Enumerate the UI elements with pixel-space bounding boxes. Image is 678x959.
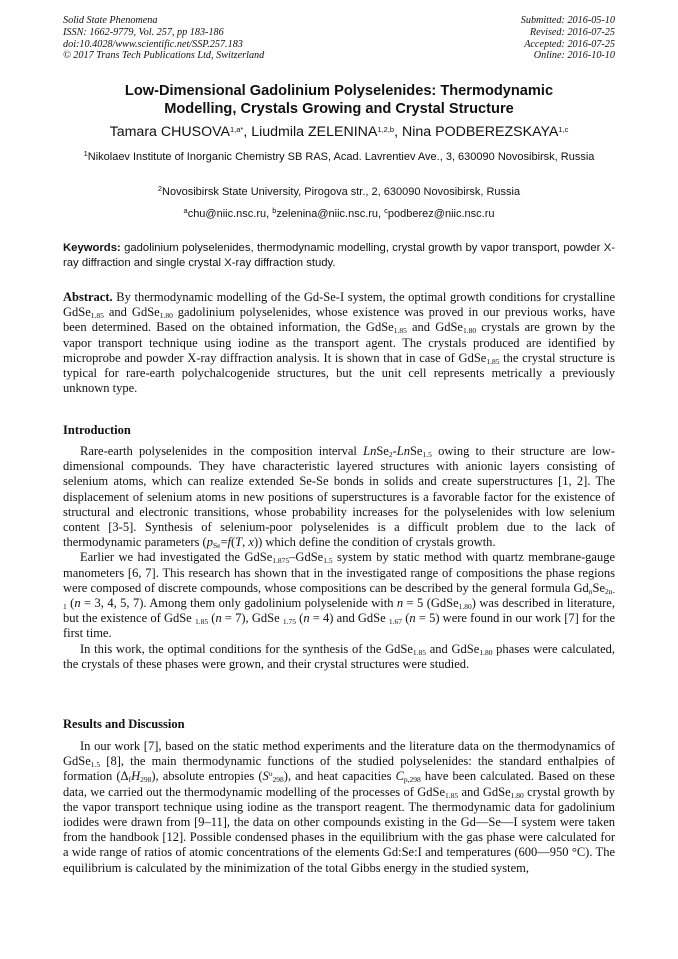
text: phases were calculated, the crystals of these phases were grown, and their crystal structures were studied.: [63, 641, 615, 671]
abstract-text: and GdSe: [406, 320, 463, 335]
text: = 5 (GdSe: [403, 596, 459, 611]
italic-text: n: [303, 611, 310, 626]
subscript: 1.67: [388, 617, 402, 627]
superscript: o: [268, 769, 273, 779]
text: = 7), GdSe: [221, 611, 283, 626]
text: system by static method with quartz membrane-gauge manometers [6, 7]. This research has shown that in the investigated range of compositions the phase regions were composed of discrete compounds, whose compositions can be described by the general formula Gd: [63, 550, 615, 595]
subscript: 1.75: [282, 617, 296, 627]
author-affiliation-mark: 1,2,b: [377, 125, 395, 134]
subscript: 1.80: [510, 790, 524, 800]
keywords-label: Keywords:: [63, 242, 121, 254]
author-name: Tamara CHUSOVA: [109, 124, 230, 140]
paragraph: [63, 642, 615, 672]
italic-text: Ln: [363, 444, 377, 458]
italic-text: T: [235, 535, 243, 550]
text: [8], the main thermodynamic functions of the studied polyselenides: the standard enthalpies of formation (Δ: [63, 754, 615, 784]
subscript: 1.85: [90, 311, 104, 321]
subscript: 1.875: [272, 556, 290, 566]
affiliation-1: [63, 150, 615, 165]
text: -: [392, 444, 397, 458]
email-link[interactable]: chu@niic.nsc.ru,: [187, 208, 273, 220]
italic-text: C: [395, 769, 404, 784]
subscript: Se: [212, 541, 221, 551]
subscript: 1.5: [422, 450, 432, 459]
results-body: [63, 739, 615, 876]
text: ), and heat capacities: [283, 769, 396, 784]
italic-text: H: [131, 769, 141, 784]
online-date: Online: 2016-10-10: [533, 50, 615, 62]
text: Rare-earth polyselenides in the composition interval: [80, 444, 364, 458]
author-name: Nina PODBEREZSKAYA: [401, 124, 559, 140]
text: Se: [376, 444, 389, 458]
paper-title: [63, 82, 615, 118]
subscript: 1.85: [445, 790, 459, 800]
subscript: 2: [388, 450, 393, 459]
text: = 4) and GdSe: [309, 611, 389, 626]
italic-text: p: [206, 535, 213, 550]
italic-text: n: [396, 596, 404, 611]
revised-date: Revised: 2016-07-25: [529, 26, 615, 38]
journal-header-left: [63, 15, 264, 62]
abstract-text: and GdSe: [103, 305, 160, 320]
text: =: [220, 535, 228, 550]
author-separator: ,: [394, 124, 402, 140]
affiliation-mark: 2: [157, 184, 163, 193]
email-mark: b: [272, 206, 277, 215]
text: crystal growth by the vapor transport technique using iodine as the transport reagent. The thermodynamic data for gadolinium iodides were drawn from [9–11], the data on other compounds existing in the Gd—Se—I system were taken from the handbook [12]. Possible condensed phases in the equilibrium with the gas phase were calculated for a wide range of ratios of atomic concentrations of the elements Gd:Se:I and temperatures (600—950 °C). The equilibrium is calculated by the minimization of the total Gibbs energy in the studied system,: [63, 784, 616, 875]
subscript: 1.85: [393, 326, 407, 336]
text: (: [208, 611, 216, 626]
italic-text: n: [74, 596, 81, 611]
italic-text: f: [227, 535, 231, 550]
italic-text: n: [588, 586, 593, 596]
italic-text: x: [248, 535, 254, 550]
introduction-body: [63, 444, 615, 672]
text: = 5) were found in our work [7] for the first time.: [63, 611, 616, 641]
text: Se: [592, 580, 605, 595]
email-link[interactable]: zelenina@niic.nsc.ru,: [276, 208, 385, 220]
submitted-date: Submitted: 2016-05-10: [520, 15, 615, 26]
title-line-2: Modelling, Crystals Growing and Crystal Structure: [164, 101, 514, 117]
subscript: 1.5: [90, 760, 101, 770]
text: –GdSe: [289, 550, 324, 565]
subscript: 2n-1: [63, 586, 615, 612]
affiliation-2: [63, 185, 615, 200]
text: (: [295, 611, 304, 626]
title-line-1: Low-Dimensional Gadolinium Polyselenides: Thermodynamic: [124, 83, 554, 99]
italic-text: Ln: [396, 444, 410, 458]
abstract-text: By thermodynamic modelling of the Gd-Se-I system, the optimal growth conditions for crystalline GdSe: [63, 290, 615, 320]
keywords: [63, 241, 615, 270]
subscript: 298: [272, 775, 284, 785]
italic-text: n: [215, 611, 222, 626]
abstract: [63, 290, 615, 396]
email-list: [63, 207, 615, 222]
text: Se: [409, 444, 423, 458]
subscript: f: [128, 775, 132, 785]
author-list: [63, 124, 615, 140]
keywords-text: gadolinium polyselenides, thermodynamic modelling, crystal growth by vapor transport, powder X-ray diffraction and single crystal X-ray diffraction study.: [63, 242, 615, 269]
text: have been calculated. Based on these data, we carried out the thermodynamic modelling of the processes of GdSe: [63, 769, 615, 799]
author-name: Liudmila ZELENINA: [251, 124, 378, 140]
subscript: 1.85: [194, 617, 209, 627]
text: ) was described in literature, but the existence of GdSe: [63, 596, 615, 626]
doi-line: doi:10.4028/www.scientific.net/SSP.257.183: [63, 38, 243, 50]
subscript: 1.85: [412, 647, 427, 657]
paragraph: [63, 550, 615, 641]
text: and GdSe: [426, 641, 480, 656]
subscript: 1.85: [486, 356, 500, 366]
author-affiliation-mark: 1,a*: [229, 125, 244, 134]
author-affiliation-mark: 1,c: [558, 125, 569, 134]
subscript: 1.80: [462, 326, 477, 336]
text: Earlier we had investigated the GdSe: [80, 550, 273, 565]
subscript: p,298: [403, 775, 421, 785]
copyright-line: © 2017 Trans Tech Publications Ltd, Switzerland: [63, 50, 265, 62]
text: In this work, the optimal conditions for the synthesis of the GdSe: [80, 641, 413, 656]
text: (: [66, 596, 75, 611]
subscript: 1.80: [479, 647, 493, 657]
text: = 3, 4, 5, 7). Among them only gadolinium polyselenide with: [80, 596, 397, 611]
abstract-text: crystals are grown by the vapor transport technique using iodine as the transport agent. The crystals produced are identified by microprobe and powder X-ray diffraction analysis. It is shown that in case of GdSe: [63, 320, 616, 365]
author-separator: ,: [243, 124, 252, 140]
italic-text: n: [409, 611, 416, 626]
subscript: 298: [140, 775, 152, 785]
text: and GdSe: [458, 784, 511, 799]
text: )) which define the condition of crystals growth.: [253, 535, 496, 550]
text: owing to their structure are low-dimensional compounds. They have characteristic layered structures with anionic layers consisting of selenium atoms, which can realize extended Se-Se bonds in solids and create superstructures [1, 2]. The displacement of selenium atoms in new positions of superstructures is a favorable factor for the existence of structural and electronic transitions, whose probability increases for the polyselenides with low selenium content [3-5]. Synthesis of selenium-poor polyselenides is a difficult problem due to the lack of thermodynamic parameters (: [63, 444, 615, 550]
journal-header-right: [521, 15, 615, 62]
text: (: [402, 611, 410, 626]
email-mark: a: [183, 206, 188, 215]
text: In our work [7], based on the static method experiments and the literature data on the thermodynamics of GdSe: [63, 739, 615, 769]
abstract-text: the crystal structure is typical for rare-earth polychalcogenide structures, but the unit cell represents metrically a previously unknown type.: [63, 350, 615, 396]
issn-line: ISSN: 1662-9779, Vol. 257, pp 183-186: [63, 26, 224, 38]
accepted-date: Accepted: 2016-07-25: [524, 38, 615, 50]
section-heading-results: Results and Discussion: [63, 717, 185, 731]
email-mark: c: [384, 206, 388, 215]
journal-name: Solid State Phenomena: [63, 15, 158, 26]
text: ,: [242, 535, 249, 550]
subscript: 1.80: [458, 602, 472, 612]
paragraph: [63, 444, 615, 550]
affiliation-text: Nikolaev Institute of Inorganic Chemistry SB RAS, Acad. Lavrentiev Ave., 3, 630090 Novosibirsk, Russia: [87, 151, 595, 163]
italic-text: S: [262, 769, 269, 784]
paragraph: [63, 739, 615, 876]
email-link[interactable]: podberez@niic.nsc.ru: [387, 208, 495, 220]
subscript: 1.80: [159, 311, 173, 321]
affiliation-text: Novosibirsk State University, Pirogova str., 2, 630090 Novosibirsk, Russia: [162, 186, 521, 198]
text: ), absolute entropies (: [151, 769, 263, 784]
text: (: [231, 535, 236, 550]
abstract-text: gadolinium polyselenides, whose existence was proved in our previous works, have been determined. Based on the obtained information, the GdSe: [63, 305, 615, 335]
affiliation-mark: 1: [83, 149, 88, 158]
section-heading-introduction: Introduction: [63, 423, 131, 437]
subscript: 1.5: [323, 556, 333, 566]
abstract-label: Abstract.: [63, 290, 113, 304]
